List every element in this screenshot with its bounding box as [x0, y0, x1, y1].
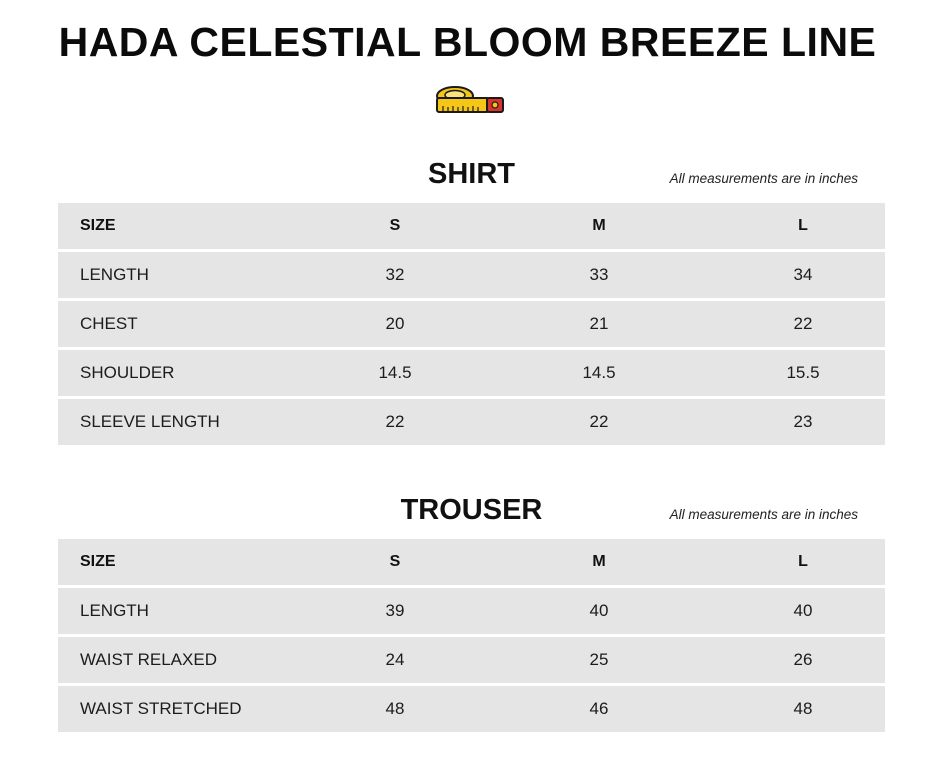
cell-m: 40 [498, 588, 702, 634]
table-header-row [58, 203, 885, 249]
table-row [58, 301, 885, 347]
row-label: LENGTH [58, 252, 294, 298]
header-m: M [498, 203, 702, 249]
cell-s: 24 [294, 637, 498, 683]
trouser-title: TROUSER [400, 494, 543, 526]
cell-l: 26 [702, 637, 885, 683]
cell-s: 14.5 [294, 350, 498, 396]
table-row [58, 399, 885, 445]
cell-m: 33 [498, 252, 702, 298]
table-row [58, 588, 885, 634]
row-label: SHOULDER [58, 350, 294, 396]
measuring-tape-icon [435, 84, 505, 118]
header-l: L [702, 203, 885, 249]
header-m: M [498, 539, 702, 585]
cell-l: 15.5 [702, 350, 885, 396]
cell-m: 46 [498, 686, 702, 732]
table-row [58, 686, 885, 732]
header-size: SIZE [58, 539, 294, 585]
cell-s: 32 [294, 252, 498, 298]
header-s: S [294, 203, 498, 249]
cell-l: 34 [702, 252, 885, 298]
page-title: HADA CELESTIAL BLOOM BREEZE LINE [58, 19, 877, 65]
cell-m: 21 [498, 301, 702, 347]
cell-l: 48 [702, 686, 885, 732]
shirt-size-table [58, 200, 885, 448]
cell-s: 48 [294, 686, 498, 732]
trouser-heading [58, 492, 885, 538]
cell-l: 40 [702, 588, 885, 634]
row-label: CHEST [58, 301, 294, 347]
shirt-heading [58, 156, 885, 202]
row-label: WAIST RELAXED [58, 637, 294, 683]
header-s: S [294, 539, 498, 585]
row-label: WAIST STRETCHED [58, 686, 294, 732]
table-row [58, 637, 885, 683]
trouser-section [58, 492, 885, 735]
trouser-size-table [58, 536, 885, 735]
cell-m: 22 [498, 399, 702, 445]
row-label: SLEEVE LENGTH [58, 399, 294, 445]
table-header-row [58, 539, 885, 585]
cell-l: 22 [702, 301, 885, 347]
table-row [58, 350, 885, 396]
table-row [58, 252, 885, 298]
cell-m: 14.5 [498, 350, 702, 396]
header-l: L [702, 539, 885, 585]
row-label: LENGTH [58, 588, 294, 634]
cell-m: 25 [498, 637, 702, 683]
shirt-section [58, 156, 885, 448]
cell-l: 23 [702, 399, 885, 445]
shirt-title: SHIRT [428, 158, 515, 190]
header-size: SIZE [58, 203, 294, 249]
trouser-units-note: All measurements are in inches [669, 507, 858, 522]
cell-s: 39 [294, 588, 498, 634]
cell-s: 20 [294, 301, 498, 347]
shirt-units-note: All measurements are in inches [669, 171, 858, 186]
cell-s: 22 [294, 399, 498, 445]
